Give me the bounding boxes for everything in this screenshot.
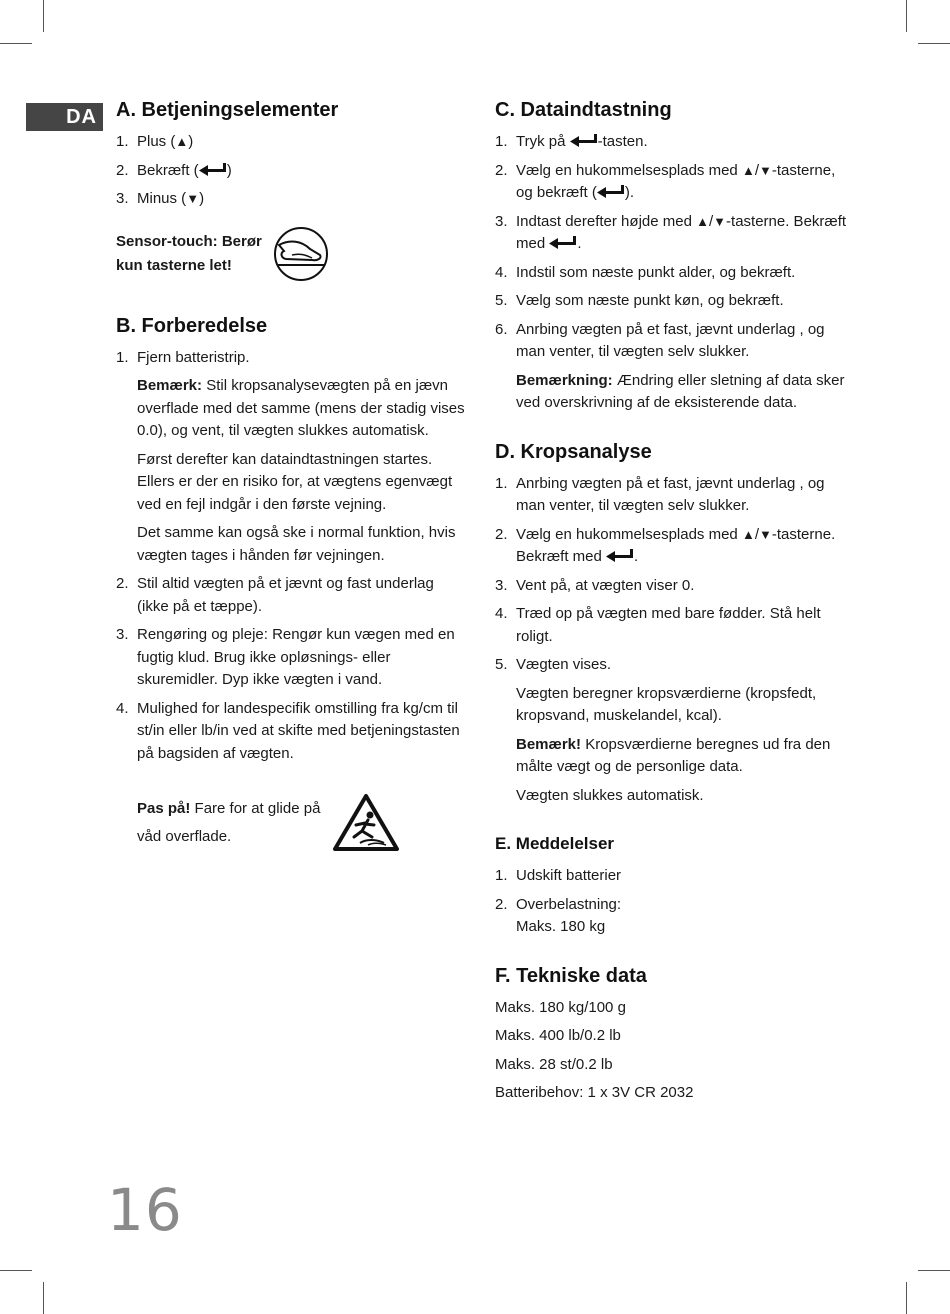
item-text: Vælg en hukommelsesplads med — [516, 525, 742, 543]
down-arrow-icon: ▼ — [759, 526, 772, 542]
list-item — [495, 473, 855, 518]
page-number: 16 — [107, 1176, 183, 1244]
spec-line: Maks. 400 lb/0.2 lb — [495, 1027, 621, 1044]
item-text: Træd op på vægten med bare fødder. Stå helt roligt. — [516, 605, 821, 645]
section-c-title: C. Dataindtastning — [495, 99, 672, 121]
sensor-touch-note — [116, 225, 466, 283]
item-text: ) — [199, 190, 205, 207]
note-label: Bemærk: — [137, 377, 203, 394]
section-f-title: F. Tekniske data — [495, 964, 647, 987]
item-number: 2. — [495, 895, 508, 913]
section-a-title: A. Betjeningselementer — [116, 99, 339, 121]
note-text: Stil kropsanalysevægten på en jævn overflade med det samme (mens der stadig vises 0.0), og vent, til vægten slukkes automatisk. — [137, 377, 465, 439]
note — [516, 370, 855, 415]
item-number: 2. — [495, 525, 508, 543]
item-number: 1. — [116, 133, 129, 150]
item-text: Fjern batteristrip. — [137, 348, 250, 366]
crop-mark — [0, 43, 32, 44]
list-item — [495, 654, 855, 677]
item-number: 1. — [495, 133, 508, 150]
note-text: Ændring eller sletning af data sker ved overskrivning af de eksisterende data. — [516, 371, 845, 411]
list-item — [495, 865, 855, 888]
section-b — [116, 313, 466, 854]
down-arrow-icon: ▼ — [713, 213, 727, 229]
list-item — [116, 160, 466, 183]
item-number: 3. — [495, 576, 508, 594]
spec-line: Maks. 28 st/0.2 lb — [495, 1055, 613, 1073]
item-text: -tasten. — [597, 133, 648, 150]
item-number: 5. — [495, 656, 508, 673]
section-f — [495, 963, 855, 1105]
item-text: Mulighed for landespecifik omstilling fra kg/cm til st/in eller lb/in ved at skifte med betjeningstasten på bagsiden af vægten. — [137, 699, 460, 762]
item-text: Vent på, at vægten viser 0. — [516, 576, 695, 594]
sensor-line: kun tasterne let! — [116, 256, 232, 274]
item-number: 2. — [116, 161, 129, 179]
item-text: / — [754, 525, 759, 543]
up-arrow-icon: ▲ — [696, 213, 709, 229]
note-label: Bemærk! — [516, 735, 582, 753]
note-label: Bemærkning: — [516, 371, 613, 389]
note: Først derefter kan dataindtastningen startes. Ellers er der en risiko for, at vægtens egenvægt ved en fejl indgår i den første vejning. — [137, 450, 453, 513]
note: Vægten slukkes automatisk. — [516, 786, 704, 804]
slip-warning — [137, 793, 466, 853]
item-text: ) — [226, 161, 232, 179]
enter-key-icon — [199, 163, 227, 176]
item-number: 6. — [495, 320, 508, 338]
list-item — [495, 894, 855, 939]
item-text: Plus ( — [137, 133, 176, 150]
item-text: . — [634, 548, 639, 565]
up-arrow-icon: ▲ — [741, 526, 755, 542]
item-number: 1. — [116, 348, 129, 366]
item-text: Tryk på — [516, 133, 570, 150]
item-number: 3. — [116, 190, 129, 207]
item-text: Udskift batterier — [516, 867, 622, 884]
enter-key-icon — [549, 236, 577, 249]
item-text: Vælg en hukommelsesplads med — [516, 161, 742, 179]
enter-key-icon — [606, 549, 634, 562]
item-text: / — [754, 161, 759, 179]
item-text: Anrbing vægten på et fast, jævnt underlag , og man venter, til vægten selv slukker. — [516, 474, 825, 514]
item-number: 4. — [495, 263, 508, 281]
warning-label: Pas på! — [137, 800, 191, 817]
item-number: 1. — [495, 867, 508, 884]
item-text: ). — [624, 184, 635, 201]
item-number: 1. — [495, 474, 508, 492]
section-e — [495, 831, 855, 939]
item-number: 3. — [116, 626, 129, 643]
right-column — [495, 97, 855, 1129]
item-text: Anrbing vægten på et fast, jævnt underlag , og man venter, til vægten selv slukker. — [516, 320, 825, 360]
item-text: -tasterne. Bekræft med — [516, 525, 836, 565]
list-item — [495, 131, 855, 154]
item-number: 2. — [116, 575, 129, 592]
note: Det samme kan også ske i normal funktion, hvis vægten tages i hånden før vejningen. — [137, 524, 456, 564]
spec-line: Maks. 180 kg/100 g — [495, 998, 626, 1016]
item-text: Indtast derefter højde med — [516, 212, 697, 230]
down-arrow-icon: ▼ — [759, 162, 772, 178]
crop-mark — [906, 0, 907, 32]
item-text: -tasterne, og bekræft ( — [516, 161, 836, 201]
item-text: Minus ( — [137, 190, 187, 207]
enter-key-icon — [570, 134, 598, 147]
list-item — [495, 603, 855, 648]
list-item — [495, 211, 855, 256]
list-item — [495, 160, 855, 205]
language-tab: DA — [26, 103, 103, 131]
down-arrow-icon: ▼ — [186, 191, 200, 206]
item-text: Bekræft ( — [137, 161, 199, 179]
sensor-touch-text — [116, 230, 266, 278]
section-e-title: E. Meddelelser — [495, 834, 615, 853]
list-item — [495, 524, 855, 569]
crop-mark — [0, 1270, 32, 1271]
crop-mark — [43, 1282, 44, 1314]
crop-mark — [918, 1270, 950, 1271]
item-text: Maks. 180 kg — [516, 918, 606, 935]
left-column — [116, 97, 466, 877]
section-c — [495, 97, 855, 415]
section-b-title: B. Forberedelse — [116, 314, 268, 337]
crop-mark — [43, 0, 44, 32]
list-item — [116, 347, 466, 370]
section-a — [116, 97, 466, 283]
sensor-touch-icon — [272, 225, 330, 283]
note: Vægten beregner kropsværdierne (kropsfedt, kropsvand, muskelandel, kcal). — [516, 684, 817, 724]
sensor-line: Sensor-touch: Berør — [116, 232, 262, 250]
item-text: Vælg som næste punkt køn, og bekræft. — [516, 292, 784, 309]
item-number: 2. — [495, 161, 508, 179]
item-number: 4. — [495, 605, 508, 622]
item-text: Stil altid vægten på et jævnt og fast underlag (ikke på et tæppe). — [137, 575, 434, 615]
section-d-title: D. Kropsanalyse — [495, 440, 652, 463]
item-text: . — [577, 235, 582, 252]
list-item — [495, 262, 855, 285]
item-number: 5. — [495, 292, 508, 309]
section-d — [495, 439, 855, 808]
list-item — [495, 575, 855, 598]
spec-line: Batteribehov: 1 x 3V CR 2032 — [495, 1084, 694, 1101]
list-item — [495, 319, 855, 364]
note — [137, 375, 466, 443]
list-item — [116, 624, 466, 692]
item-number: 4. — [116, 699, 129, 717]
list-item — [116, 698, 466, 766]
list-item — [116, 573, 466, 618]
enter-key-icon — [597, 185, 625, 198]
item-text: Vægten vises. — [516, 656, 612, 673]
list-item — [495, 290, 855, 313]
crop-mark — [906, 1282, 907, 1314]
item-text: Overbelastning: — [516, 895, 622, 913]
item-text: ) — [188, 133, 194, 150]
item-number: 3. — [495, 212, 508, 230]
note-text: Kropsværdierne beregnes ud fra den målte vægt og de personlige data. — [516, 735, 831, 775]
item-text: Rengøring og pleje: Rengør kun vægen med en fugtig klud. Brug ikke opløsnings- eller skuremidler. Dyp ikke vægten i vand. — [137, 626, 455, 688]
up-arrow-icon: ▲ — [741, 162, 755, 178]
list-item — [116, 131, 466, 154]
up-arrow-icon: ▲ — [175, 134, 189, 149]
list-item — [116, 188, 466, 211]
note — [516, 734, 855, 779]
crop-mark — [918, 43, 950, 44]
item-text: / — [708, 212, 714, 230]
item-text: -tasterne. Bekræft med — [516, 212, 847, 252]
warning-body: Fare for at glide på våd overflade. — [137, 800, 321, 845]
item-text: Indstil som næste punkt alder, og bekræft. — [516, 263, 796, 281]
slippery-surface-warning-icon — [332, 793, 400, 853]
warning-text — [137, 795, 332, 851]
